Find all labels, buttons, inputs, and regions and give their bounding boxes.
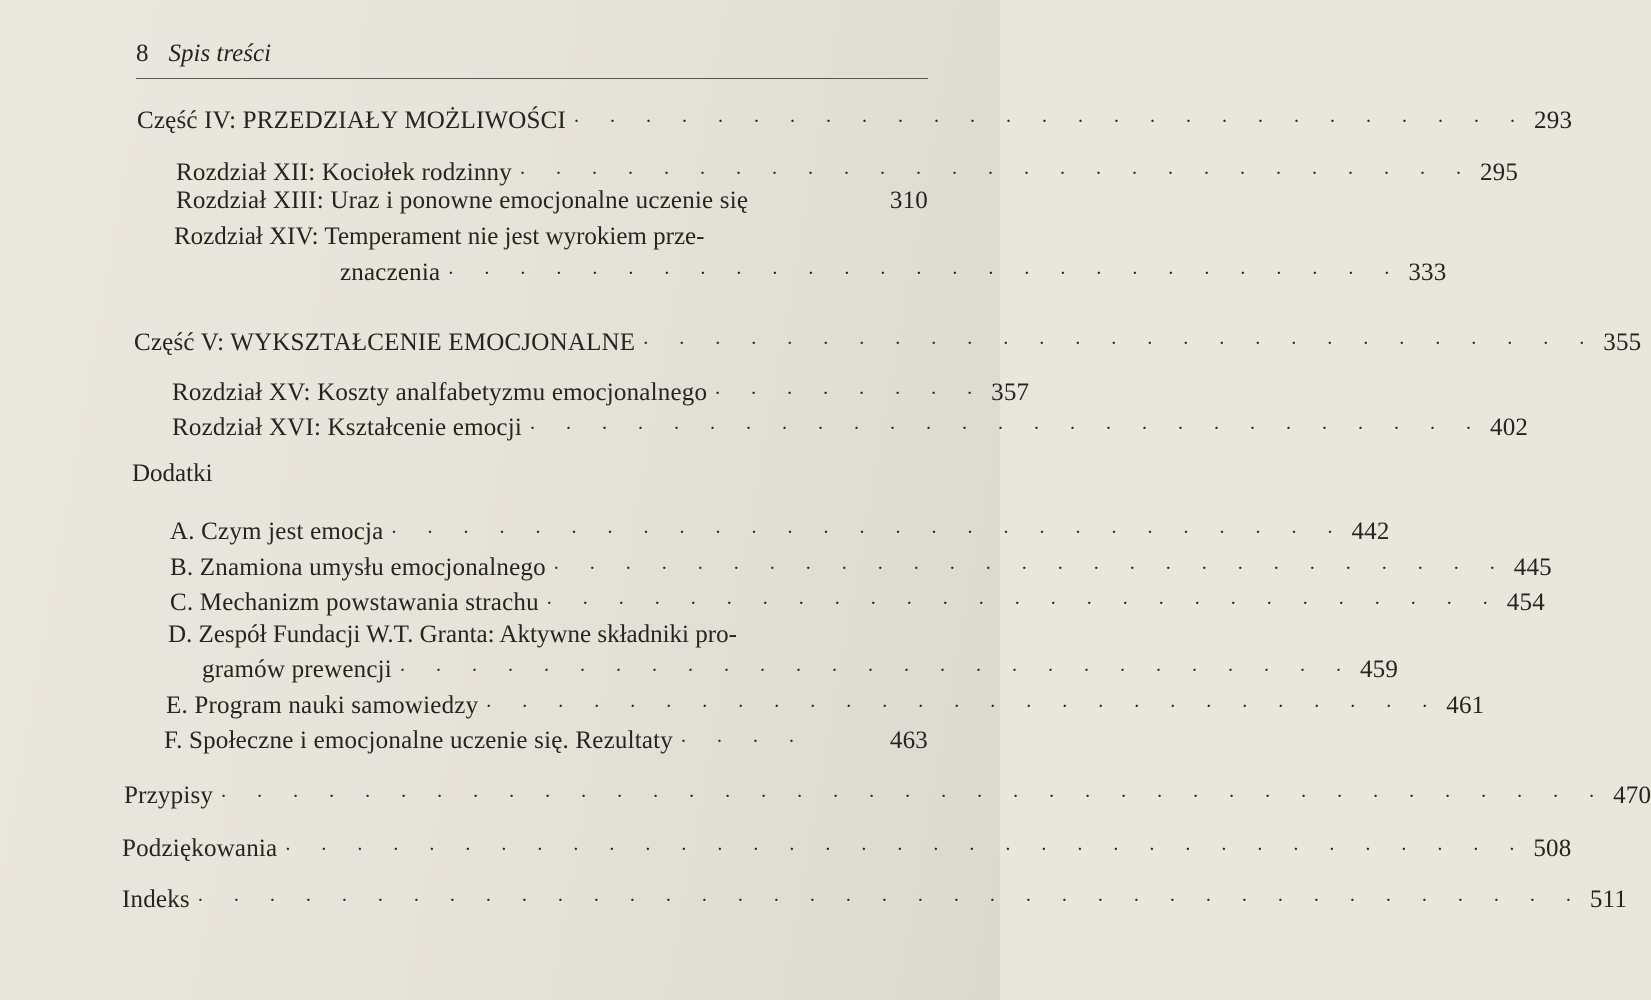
toc-page-number: 508 xyxy=(1533,835,1572,862)
dot-leader: . . . . . . . . . . . . . . . . . . . . . . . . . . . xyxy=(643,327,1598,349)
running-title: Spis treści xyxy=(168,40,272,67)
toc-page-number: 463 xyxy=(889,727,928,754)
toc-entry-chapter-16 xyxy=(172,408,1529,443)
dot-leader: . . . . . . . . . . . . . . . . . . . . . . . . . . . xyxy=(574,105,1529,127)
toc-entry-label: B. Znamiona umysłu emocjonalnego xyxy=(170,554,546,581)
toc-entry-appendix-d-line1: D. Zespół Fundacji W.T. Granta: Aktywne składniki pro- xyxy=(168,621,737,648)
dot-leader: . . . . . . . . . . . . . . . . . . . . . . . . . . . xyxy=(448,257,1403,279)
toc-entry-acknowledgements xyxy=(122,829,1572,864)
toc-entry-chapter-14 xyxy=(340,253,1447,288)
toc-entry-part-4 xyxy=(137,101,1573,136)
toc-section-appendices: Dodatki xyxy=(132,460,213,487)
toc-entry-appendix-a xyxy=(170,512,1390,547)
toc-entry-label: Rozdział XIII: Uraz i ponowne emocjonalne uczenie się xyxy=(176,187,749,214)
toc-entry-appendix-f xyxy=(164,721,928,756)
toc-page-number: 459 xyxy=(1359,656,1399,683)
toc-entry-chapter-12 xyxy=(176,153,1519,188)
toc-entry-label: gramów prewencji xyxy=(202,656,392,683)
toc-entry-index xyxy=(122,880,1628,915)
toc-entry-label: A. Czym jest emocja xyxy=(170,518,384,545)
dot-leader: . . . . . . . . xyxy=(715,377,986,399)
toc-page-number: 295 xyxy=(1479,159,1519,186)
toc-page-number: 445 xyxy=(1513,554,1552,581)
toc-entry-chapter-13 xyxy=(176,186,928,216)
toc-entry-label: Przypisy xyxy=(124,782,214,809)
toc-page-number: 511 xyxy=(1589,886,1628,913)
toc-entry-appendix-e xyxy=(166,686,1485,721)
dot-leader: . . . . . . . . . . . . . . . . . . . . . . . . . . . . . . . . . . . . . . . xyxy=(197,884,1584,906)
toc-entry-label: Część V: WYKSZTAŁCENIE EMOCJONALNE xyxy=(134,329,636,356)
toc-entry-label: Część IV: PRZEDZIAŁY MOŻLIWOŚCI xyxy=(137,107,567,134)
toc-page-number: 293 xyxy=(1534,107,1573,134)
toc-entry-label: Podziękowania xyxy=(122,835,278,862)
dot-leader: . . . . . . . . . . . . . . . . . . . . . . . . . . . xyxy=(553,552,1508,574)
toc-page-number: 357 xyxy=(991,379,1030,406)
toc-entry-notes xyxy=(124,776,1651,811)
toc-page-number: 310 xyxy=(889,187,928,214)
toc-entry-label: Rozdział XV: Koszty analfabetyzmu emocjonalnego xyxy=(172,379,708,406)
toc-entry-label: znaczenia xyxy=(340,259,441,286)
dot-leader: . . . . . . . . . . . . . . . . . . . . . . . . . . . xyxy=(391,516,1346,538)
toc-entry-appendix-d xyxy=(202,650,1399,685)
dot-leader: . . . . . . . . . . . . . . . . . . . . . . . . . . . xyxy=(399,654,1354,676)
toc-entry-label: Rozdział XII: Kociołek rodzinny xyxy=(176,159,512,186)
dot-leader: . . . . . . . . . . . . . . . . . . . . . . . . . . . . . . . . . . . . . . . xyxy=(221,780,1608,802)
toc-entry-chapter-15 xyxy=(172,373,1030,408)
toc-entry-label: Rozdział XVI: Kształcenie emocji xyxy=(172,414,523,441)
toc-entry-label: F. Społeczne i emocjonalne uczenie się. Rezultaty xyxy=(164,727,674,754)
toc-entry-label: E. Program nauki samowiedzy xyxy=(166,692,479,719)
toc-entry-chapter-14-line1: Rozdział XIV: Temperament nie jest wyrokiem prze- xyxy=(174,223,705,250)
dot-leader: . . . . xyxy=(681,725,808,747)
dot-leader: . . . . . . . . . . . . . . . . . . . . . . . . . . . xyxy=(530,412,1485,434)
page-number: 8 xyxy=(136,40,149,67)
toc-page-number: 402 xyxy=(1490,414,1529,441)
dot-leader: . . . . . . . . . . . . . . . . . . . . . . . . . . . . . . . . . . . xyxy=(285,833,1528,855)
toc-page-number: 470 xyxy=(1613,782,1651,809)
toc-entry-part-5 xyxy=(134,323,1642,358)
toc-page-number: 333 xyxy=(1408,259,1447,286)
dot-leader: . . . . . . . . . . . . . . . . . . . . . . . . . . . xyxy=(546,587,1501,609)
dot-leader: . . . . . . . . . . . . . . . . . . . . . . . . . . . xyxy=(519,157,1474,179)
toc-page-number: 355 xyxy=(1603,329,1642,356)
toc-entry-appendix-b xyxy=(170,548,1552,583)
dot-leader: . . . . . . . . . . . . . . . . . . . . . . . . . . . xyxy=(486,690,1441,712)
toc-entry-label: C. Mechanizm powstawania strachu xyxy=(170,589,539,616)
toc-entry-label: Indeks xyxy=(122,886,190,913)
toc-page-number: 442 xyxy=(1351,518,1390,545)
toc-entry-appendix-c xyxy=(170,583,1545,618)
toc-page-number: 461 xyxy=(1446,692,1485,719)
toc-page-number: 454 xyxy=(1506,589,1545,616)
